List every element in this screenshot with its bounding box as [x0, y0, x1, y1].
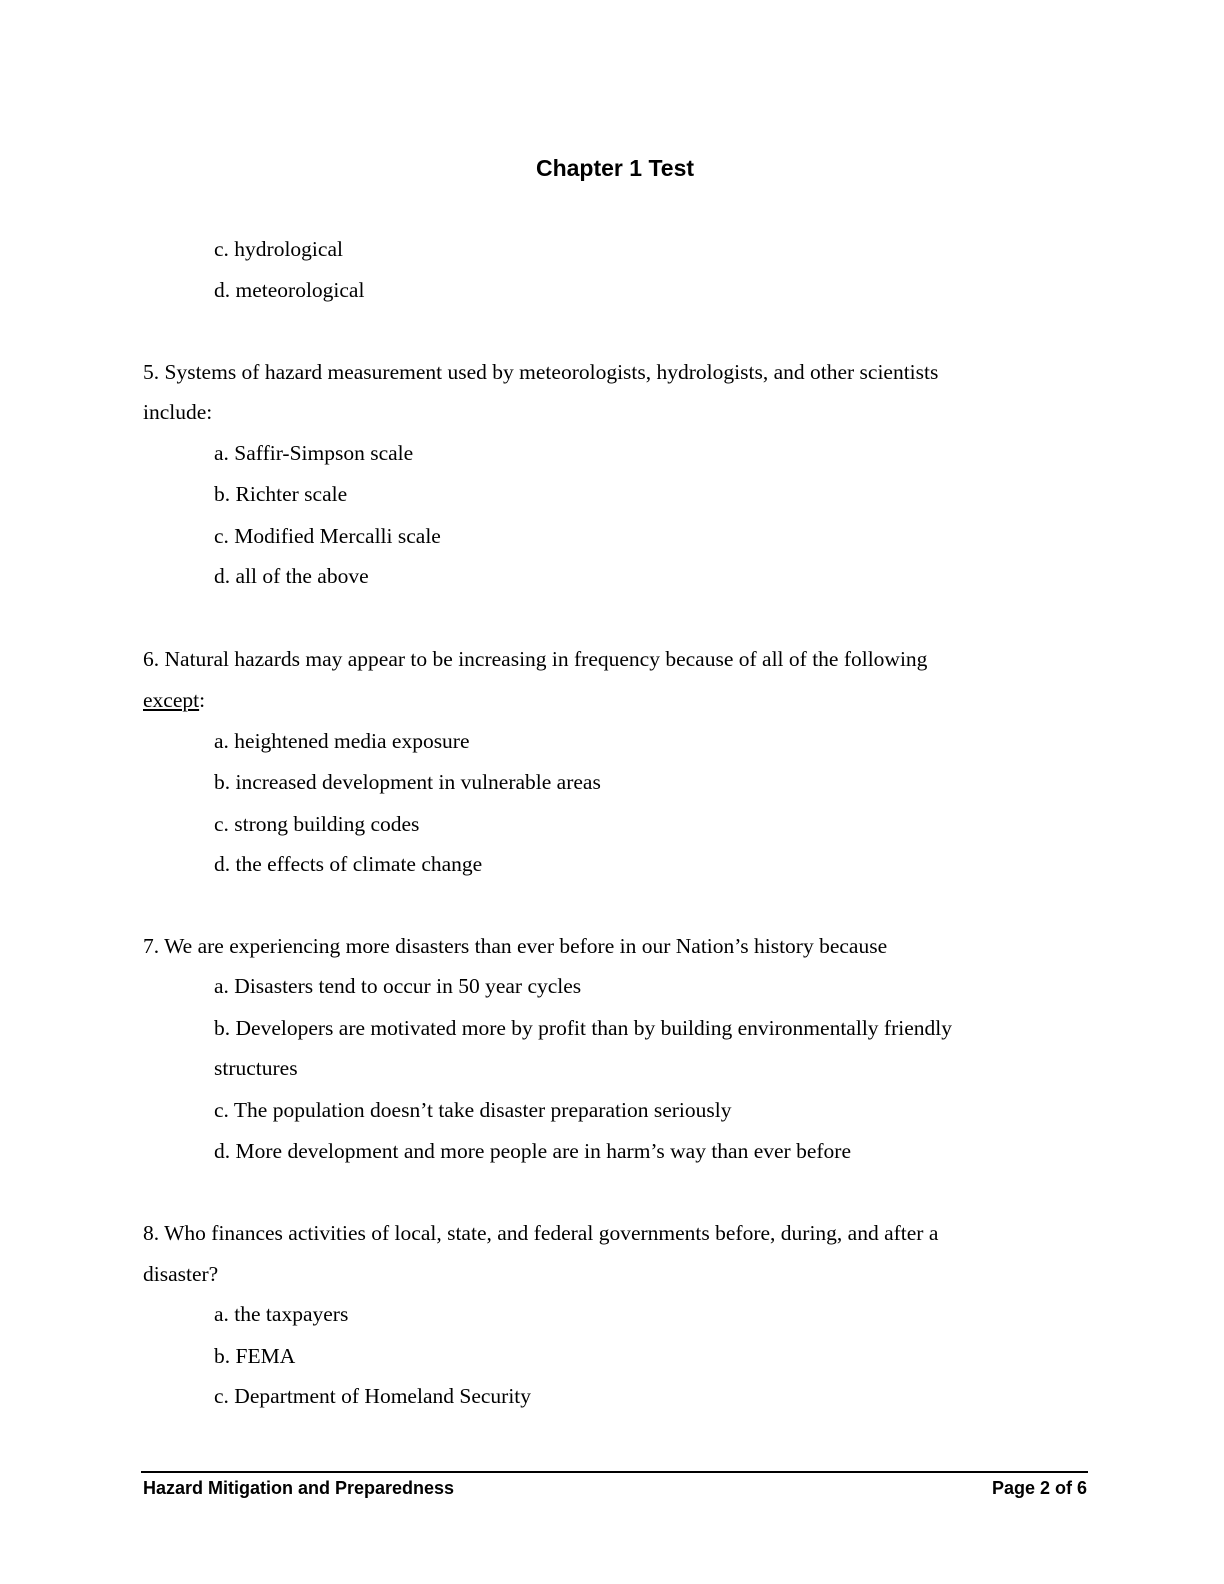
- q7-option-d: d. More development and more people are in harm’s way than ever before: [214, 1139, 851, 1163]
- q4-option-c: c. hydrological: [214, 237, 343, 261]
- q6-option-c: c. strong building codes: [214, 812, 420, 836]
- q5-option-c: c. Modified Mercalli scale: [214, 524, 441, 548]
- q7-option-c: c. The population doesn’t take disaster preparation seriously: [214, 1098, 732, 1122]
- q4-option-d: d. meteorological: [214, 278, 365, 302]
- q7-option-b-cont: structures: [214, 1056, 298, 1080]
- q8-option-b: b. FEMA: [214, 1344, 296, 1368]
- page-title: Chapter 1 Test: [535, 155, 695, 181]
- q6-option-d: d. the effects of climate change: [214, 852, 483, 876]
- q5-question-cont: include:: [143, 400, 213, 424]
- q7-option-a: a. Disasters tend to occur in 50 year cycles: [214, 974, 582, 998]
- q5-question: 5. Systems of hazard measurement used by meteorologists, hydrologists, and other scientists: [143, 360, 939, 384]
- footer-page-number: Page 2 of 6: [991, 1478, 1087, 1498]
- q6-except-colon: :: [199, 688, 206, 712]
- q7-question: 7. We are experiencing more disasters than ever before in our Nation’s history because: [143, 934, 888, 958]
- q8-question-cont: disaster?: [143, 1262, 219, 1286]
- q5-option-d: d. all of the above: [214, 564, 369, 588]
- q6-option-b: b. increased development in vulnerable areas: [214, 770, 601, 794]
- q6-option-a: a. heightened media exposure: [214, 729, 470, 753]
- q7-option-b: b. Developers are motivated more by profit than by building environmentally friendly: [214, 1016, 952, 1040]
- q8-option-c: c. Department of Homeland Security: [214, 1384, 532, 1408]
- q6-question-cont: [143, 686, 205, 714]
- q6-question: 6. Natural hazards may appear to be increasing in frequency because of all of the following: [143, 647, 928, 671]
- q5-option-a: a. Saffir-Simpson scale: [214, 441, 414, 465]
- q5-option-b: b. Richter scale: [214, 482, 348, 506]
- footer-course-title: Hazard Mitigation and Preparedness: [143, 1478, 455, 1498]
- q8-option-a: a. the taxpayers: [214, 1302, 349, 1326]
- q6-except-word: except: [143, 688, 200, 712]
- footer-divider: [141, 1471, 1088, 1473]
- q8-question: 8. Who finances activities of local, state, and federal governments before, during, and after a: [143, 1221, 939, 1245]
